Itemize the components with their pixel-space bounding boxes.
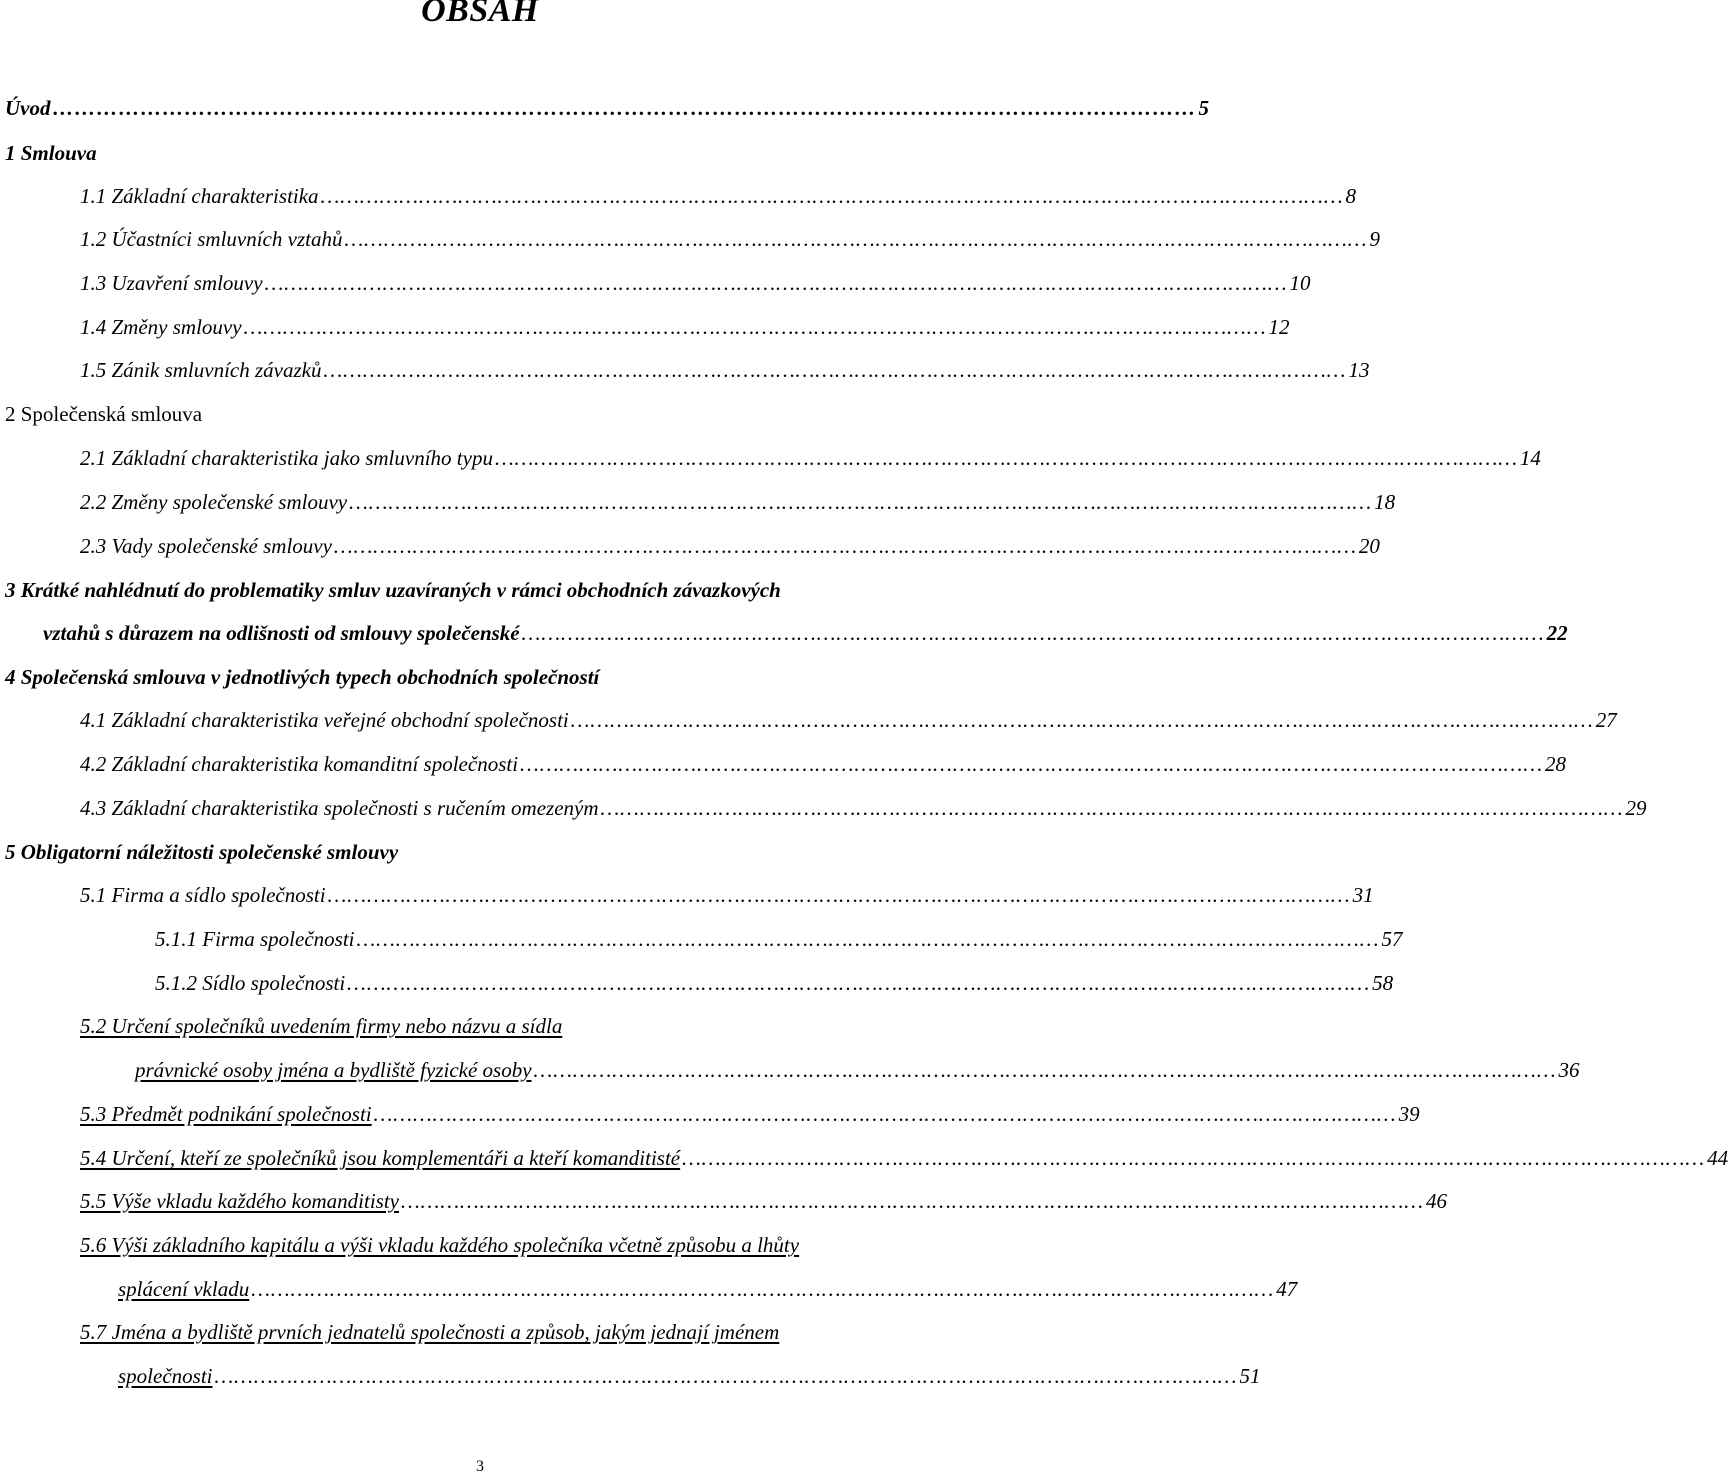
toc-entry-4-1[interactable]	[80, 707, 1617, 733]
toc-entry-5-7-line-1[interactable]: 5.7 Jména a bydliště prvních jednatelů společnosti a způsob, jakým jednají jménem	[80, 1320, 780, 1344]
toc-label: 5.3 Předmět podnikání společnosti	[80, 1102, 372, 1126]
toc-page: 44	[1707, 1146, 1728, 1170]
toc-label: 5.1.2 Sídlo společnosti	[155, 971, 346, 995]
dot-leader: …………………………………………………………………………………………………………………………………………	[682, 1146, 1706, 1170]
toc-label: právnické osoby jména a bydliště fyzické osoby	[135, 1058, 532, 1082]
toc-label: vztahů s důrazem na odlišnosti od smlouvy společenské	[43, 621, 520, 645]
toc-entry-5-1[interactable]	[80, 882, 1374, 908]
toc-label: 1.4 Změny smlouvy	[80, 315, 242, 339]
dot-leader: …………………………………………………………………………………………………………………………………………	[349, 490, 1373, 514]
toc-chapter-1[interactable]: 1 Smlouva	[5, 141, 97, 165]
toc-page: 20	[1358, 534, 1380, 558]
toc-entry-1-5[interactable]	[80, 357, 1370, 383]
toc-label: společnosti	[118, 1364, 213, 1388]
toc-label: 1.5 Zánik smluvních závazků	[80, 358, 322, 382]
dot-leader: …………………………………………………………………………………………………………………………………………	[264, 271, 1288, 295]
toc-chapter-2[interactable]: 2 Společenská smlouva	[5, 402, 203, 426]
toc-entry-2-2[interactable]	[80, 489, 1396, 515]
toc-label: 4.3 Základní charakteristika společnosti s ručením omezeným	[80, 796, 599, 820]
toc-entry-5-2-line-2[interactable]	[135, 1057, 1580, 1083]
dot-leader: …………………………………………………………………………………………………………………………………………	[600, 796, 1624, 820]
toc-page: 51	[1239, 1364, 1261, 1388]
toc-page: 8	[1345, 184, 1357, 208]
page-number: 3	[476, 1458, 484, 1475]
toc-label: 4.2 Základní charakteristika komanditní společnosti	[80, 752, 519, 776]
toc-label: 5.1.1 Firma společnosti	[155, 927, 355, 951]
toc-page: 36	[1558, 1058, 1580, 1082]
toc-label: 1.2 Účastníci smluvních vztahů	[80, 227, 343, 251]
toc-page: 47	[1276, 1277, 1298, 1301]
dot-leader: …………………………………………………………………………………………………………………………………………	[533, 1058, 1557, 1082]
dot-leader: …………………………………………………………………………………………………………………………………………	[243, 315, 1267, 339]
dot-leader: …………………………………………………………………………………………………………………………………………	[323, 358, 1347, 382]
dot-leader: …………………………………………………………………………………………………………………………………………	[52, 96, 1197, 120]
dot-leader: …………………………………………………………………………………………………………………………………………	[344, 227, 1368, 251]
dot-leader: …………………………………………………………………………………………………………………………………………	[494, 446, 1518, 470]
dot-leader: …………………………………………………………………………………………………………………………………………	[320, 184, 1344, 208]
toc-entry-2-1[interactable]	[80, 445, 1541, 471]
toc-page: 39	[1398, 1102, 1420, 1126]
toc-page: 14	[1519, 446, 1541, 470]
toc-page: 46	[1425, 1189, 1447, 1213]
dot-leader: …………………………………………………………………………………………………………………………………………	[333, 534, 1357, 558]
dot-leader: …………………………………………………………………………………………………………………………………………	[251, 1277, 1275, 1301]
toc-label: 2.2 Změny společenské smlouvy	[80, 490, 348, 514]
toc-entry-uvod[interactable]	[5, 95, 1209, 121]
toc-page: 18	[1374, 490, 1396, 514]
toc-page: 28	[1545, 752, 1567, 776]
toc-label: 2.3 Vady společenské smlouvy	[80, 534, 332, 558]
dot-leader: …………………………………………………………………………………………………………………………………………	[401, 1189, 1424, 1213]
toc-label: 4.1 Základní charakteristika veřejné obchodní společnosti	[80, 708, 569, 732]
toc-label: 5.1 Firma a sídlo společnosti	[80, 883, 326, 907]
dot-leader: …………………………………………………………………………………………………………………………………………	[570, 708, 1594, 732]
toc-page: 5	[1198, 96, 1209, 120]
toc-page: 12	[1268, 315, 1290, 339]
toc-entry-1-1[interactable]	[80, 183, 1357, 209]
dot-leader: …………………………………………………………………………………………………………………………………………	[327, 883, 1351, 907]
page-title: OBSAH	[421, 0, 539, 29]
toc-entry-5-2-line-1[interactable]: 5.2 Určení společníků uvedením firmy nebo názvu a sídla	[80, 1014, 563, 1038]
toc-chapter-5[interactable]: 5 Obligatorní náležitosti společenské smlouvy	[5, 840, 399, 864]
toc-entry-5-1-2[interactable]	[155, 970, 1394, 996]
toc-chapter-4[interactable]: 4 Společenská smlouva v jednotlivých typech obchodních společností	[5, 665, 600, 689]
dot-leader: …………………………………………………………………………………………………………………………………………	[520, 752, 1544, 776]
toc-page: 57	[1381, 927, 1403, 951]
toc-entry-5-4[interactable]	[80, 1145, 1728, 1171]
toc-label: 5.5 Výše vkladu každého komanditisty	[80, 1189, 399, 1213]
toc-entry-5-3[interactable]	[80, 1101, 1420, 1127]
toc-entry-4-2[interactable]	[80, 751, 1567, 777]
dot-leader: …………………………………………………………………………………………………………………………………………	[373, 1102, 1397, 1126]
dot-leader: …………………………………………………………………………………………………………………………………………	[356, 927, 1380, 951]
dot-leader: …………………………………………………………………………………………………………………………………………	[521, 621, 1545, 645]
toc-label: 2.1 Základní charakteristika jako smluvního typu	[80, 446, 493, 470]
toc-page: 13	[1348, 358, 1370, 382]
toc-entry-5-6-line-2[interactable]	[118, 1276, 1298, 1302]
toc-page: 10	[1289, 271, 1311, 295]
toc-page: 27	[1595, 708, 1617, 732]
toc-page: 9	[1369, 227, 1380, 251]
toc-entry-1-2[interactable]	[80, 226, 1380, 252]
toc-entry-1-3[interactable]	[80, 270, 1311, 296]
toc-label: 1.1 Základní charakteristika	[80, 184, 319, 208]
toc-label: splácení vkladu	[118, 1277, 250, 1301]
toc-entry-5-5[interactable]	[80, 1188, 1447, 1214]
toc-chapter-3-line-2[interactable]	[43, 620, 1568, 646]
dot-leader: …………………………………………………………………………………………………………………………………………	[347, 971, 1371, 995]
toc-label: 1.3 Uzavření smlouvy	[80, 271, 263, 295]
toc-label: Úvod	[5, 96, 51, 120]
toc-entry-1-4[interactable]	[80, 314, 1290, 340]
toc-entry-5-1-1[interactable]	[155, 926, 1403, 952]
toc-page: 58	[1372, 971, 1394, 995]
toc-page: 31	[1352, 883, 1374, 907]
dot-leader: …………………………………………………………………………………………………………………………………………	[214, 1364, 1238, 1388]
toc-page: 29	[1625, 796, 1647, 820]
toc-entry-2-3[interactable]	[80, 533, 1380, 559]
toc-entry-5-7-line-2[interactable]	[118, 1363, 1261, 1389]
toc-page: 22	[1546, 621, 1568, 645]
toc-entry-5-6-line-1[interactable]: 5.6 Výši základního kapitálu a výši vkladu každého společníka včetně způsobu a lhůty	[80, 1233, 800, 1257]
toc-label: 5.4 Určení, kteří ze společníků jsou komplementáři a kteří komanditisté	[80, 1146, 681, 1170]
toc-chapter-3-line-1[interactable]: 3 Krátké nahlédnutí do problematiky smluv uzavíraných v rámci obchodních závazkových	[5, 578, 781, 602]
toc-entry-4-3[interactable]	[80, 795, 1647, 821]
